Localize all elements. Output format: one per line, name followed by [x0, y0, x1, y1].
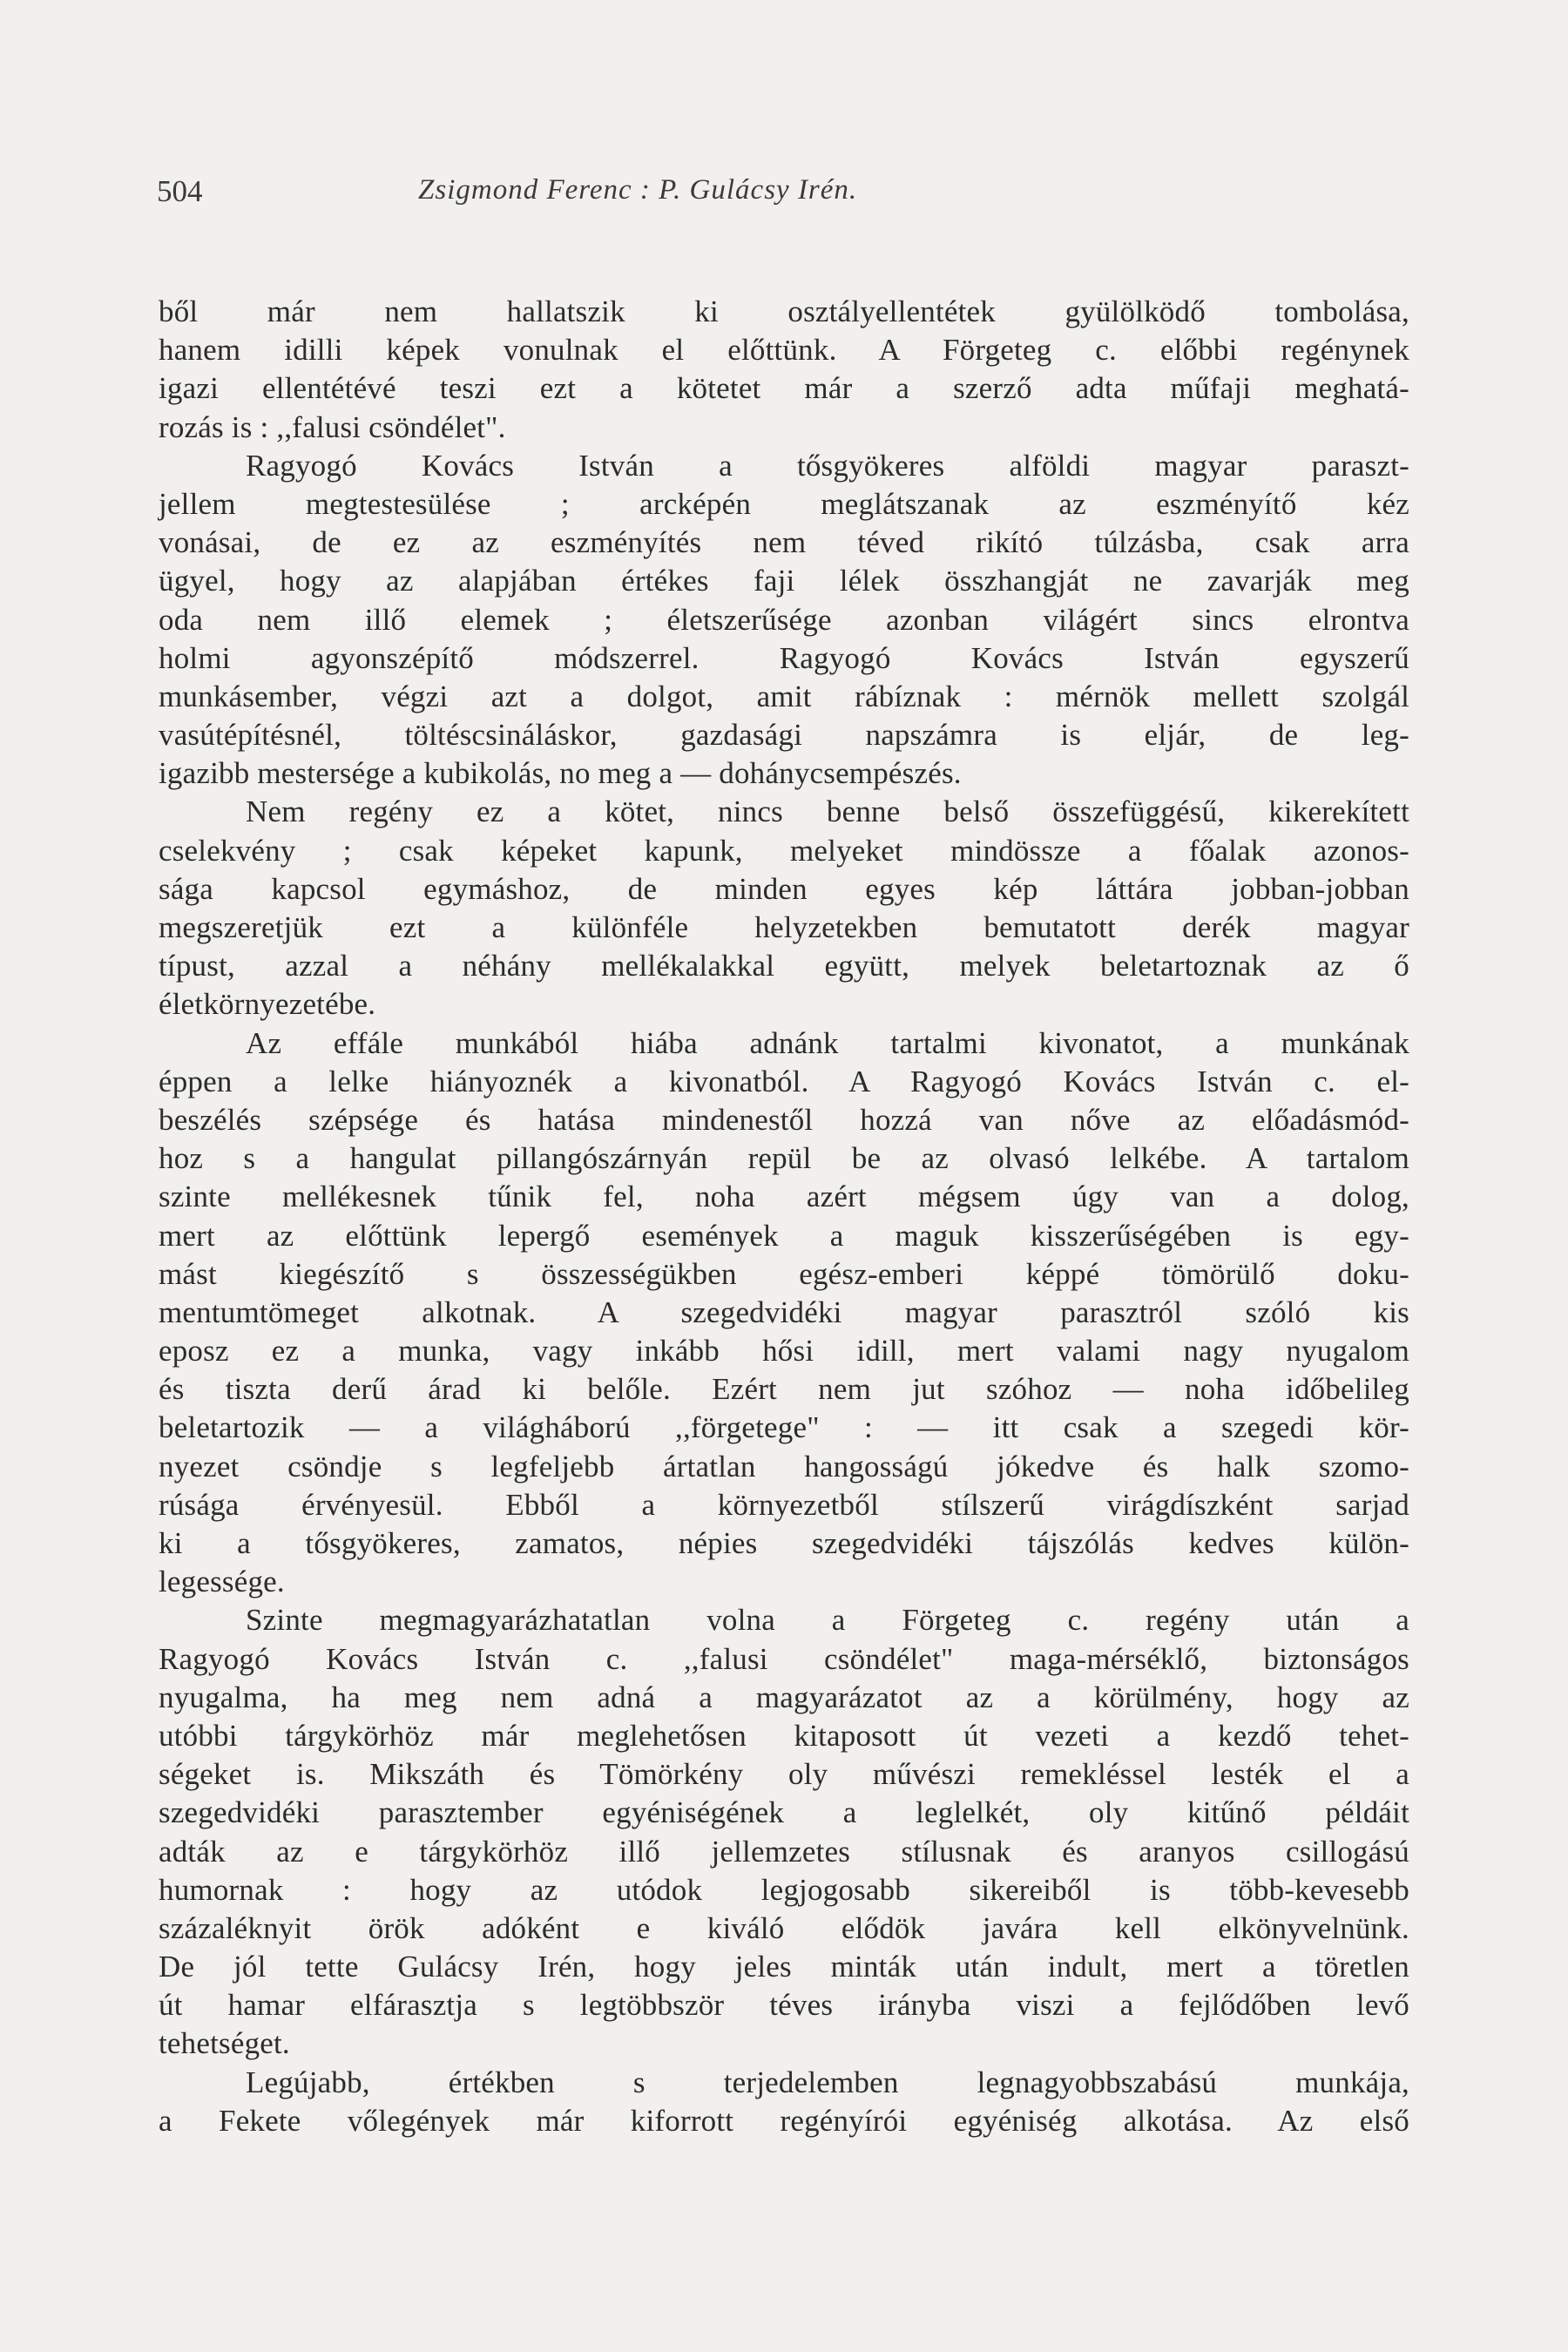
text-line: tehetséget.: [159, 2026, 290, 2061]
text-line: beszélés szépsége és hatása mindenestől hozzá van nőve az előadásmód-: [159, 1102, 1409, 1137]
text-line: éppen a lelke hiányoznék a kivonatból. A Ragyogó Kovács István c. el-: [159, 1064, 1409, 1098]
text-line: hanem idilli képek vonulnak el előttünk. A Förgeteg c. előbbi regénynek: [159, 333, 1409, 368]
text-line: Legújabb, értékben s terjedelemben legnagyobbszabású munkája,: [246, 2065, 1409, 2099]
text-line: Nem regény ez a kötet, nincs benne belső összefüggésű, kikerekített: [246, 794, 1409, 829]
text-line: mást kiegészítő s összességükben egész-emberi képpé tömörülő doku-: [159, 1256, 1409, 1291]
text-line: munkásember, végzi azt a dolgot, amit rábíznak : mérnök mellett szolgál: [159, 679, 1409, 713]
text-line: és tiszta derű árad ki belőle. Ezért nem jut szóhoz — noha időbelileg: [159, 1372, 1409, 1407]
text-line: rúsága érvényesül. Ebből a környezetből stílszerű virágdíszként sarjad: [159, 1487, 1409, 1522]
text-line: hoz s a hangulat pillangószárnyán repül be az olvasó lelkébe. A tartalom: [159, 1141, 1409, 1176]
text-line: Az effále munkából hiába adnánk tartalmi kivonatot, a munkának: [246, 1025, 1409, 1060]
text-line: jellem megtestesülése ; arcképén meglátszanak az eszményítő kéz: [159, 486, 1409, 521]
text-line: szegedvidéki parasztember egyéniségének a leglelkét, oly kitűnő példáit: [159, 1795, 1409, 1830]
text-line: Ragyogó Kovács István c. ,,falusi csöndélet" maga-mérséklő, biztonságos: [159, 1641, 1409, 1676]
text-line: igazibb mestersége a kubikolás, no meg a — dohánycsempészés.: [159, 756, 962, 791]
text-line: utóbbi tárgykörhöz már meglehetősen kitaposott út vezeti a kezdő tehet-: [159, 1718, 1409, 1753]
text-line: vasútépítésnél, töltéscsináláskor, gazdasági napszámra is eljár, de leg-: [159, 718, 1409, 753]
text-line: igazi ellentétévé teszi ezt a kötetet már a szerző adta műfaji meghatá-: [159, 371, 1409, 406]
running-head: [157, 174, 1429, 218]
text-line: ségeket is. Mikszáth és Tömörkény oly művészi remekléssel lesték el a: [159, 1757, 1409, 1792]
text-line: vonásai, de ez az eszményítés nem téved rikító túlzásba, csak arra: [159, 525, 1409, 560]
text-line: oda nem illő elemek ; életszerűsége azonban világért sincs elrontva: [159, 602, 1409, 637]
text-line: eposz ez a munka, vagy inkább hősi idill, mert valami nagy nyugalom: [159, 1334, 1409, 1369]
text-line: nyezet csöndje s legfeljebb ártatlan hangosságú jókedve és halk szomo-: [159, 1449, 1409, 1484]
text-line: ből már nem hallatszik ki osztályellentétek gyülölködő tombolása,: [159, 294, 1409, 328]
text-line: mert az előttünk lepergő események a maguk kisszerűségében is egy-: [159, 1218, 1409, 1253]
text-line: mentumtömeget alkotnak. A szegedvidéki magyar parasztról szóló kis: [159, 1294, 1409, 1329]
body-text: [159, 293, 1409, 2140]
text-line: szinte mellékesnek tűnik fel, noha azért mégsem úgy van a dolog,: [159, 1179, 1409, 1214]
text-line: Szinte megmagyarázhatatlan volna a Förgeteg c. regény után a: [246, 1603, 1409, 1638]
text-line: Ragyogó Kovács István a tősgyökeres alföldi magyar paraszt-: [246, 448, 1409, 483]
text-line: ki a tősgyökeres, zamatos, népies szegedvidéki tájszólás kedves külön-: [159, 1526, 1409, 1560]
text-line: beletartozik — a világháború ,,förgetege" : — itt csak a szegedi kör-: [159, 1410, 1409, 1445]
text-line: megszeretjük ezt a különféle helyzetekben bemutatott derék magyar: [159, 910, 1409, 944]
running-title: Zsigmond Ferenc : P. Gulácsy Irén.: [418, 174, 858, 206]
text-line: nyugalma, ha meg nem adná a magyarázatot az a körülmény, hogy az: [159, 1680, 1409, 1714]
text-line: életkörnyezetébe.: [159, 987, 376, 1022]
text-line: adták az e tárgykörhöz illő jellemzetes stílusnak és aranyos csillogású: [159, 1834, 1409, 1869]
text-line: sága kapcsol egymáshoz, de minden egyes kép láttára jobban-jobban: [159, 871, 1409, 906]
text-line: út hamar elfárasztja s legtöbbször téves irányba viszi a fejlődőben levő: [159, 1988, 1409, 2023]
text-line: cselekvény ; csak képeket kapunk, melyeket mindössze a főalak azonos-: [159, 833, 1409, 868]
page-number: 504: [157, 174, 203, 208]
text-line: De jól tette Gulácsy Irén, hogy jeles minták után indult, mert a töretlen: [159, 1950, 1409, 1984]
text-line: ügyel, hogy az alapjában értékes faji lélek összhangját ne zavarják meg: [159, 564, 1409, 598]
text-line: holmi agyonszépítő módszerrel. Ragyogó Kovács István egyszerű: [159, 640, 1409, 675]
text-line: százaléknyit örök adóként e kiváló elődök javára kell elkönyvelnünk.: [159, 1910, 1409, 1945]
text-line: rozás is : ,,falusi csöndélet".: [159, 409, 506, 444]
text-line: típust, azzal a néhány mellékalakkal együtt, melyek beletartoznak az ő: [159, 949, 1409, 983]
text-line: a Fekete vőlegények már kiforrott regényírói egyéniség alkotása. Az első: [159, 2103, 1409, 2138]
text-line: legessége.: [159, 1565, 285, 1599]
text-line: humornak : hogy az utódok legjogosabb sikereiből is több-kevesebb: [159, 1872, 1409, 1907]
